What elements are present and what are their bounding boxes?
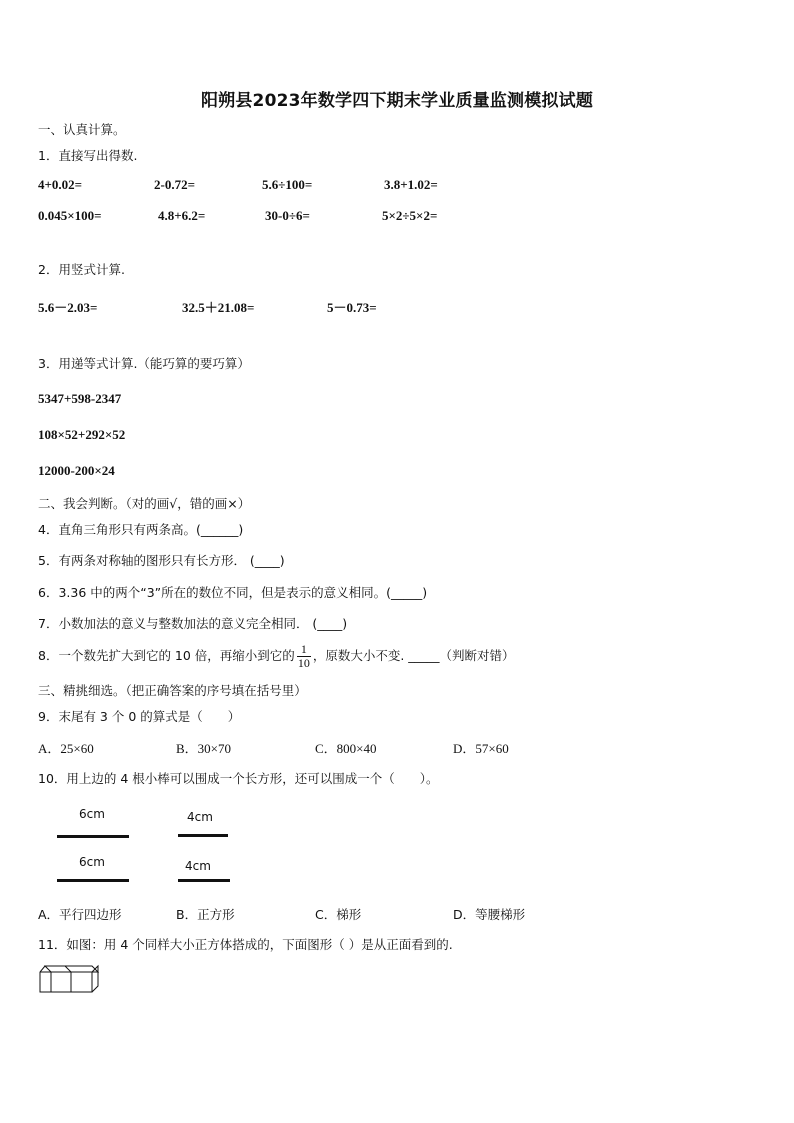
q9-option-c: C．800×40	[315, 741, 377, 756]
stick-label: 6cm	[79, 807, 105, 821]
q9-option-b: B．30×70	[176, 741, 232, 756]
stick-label: 4cm	[185, 859, 211, 873]
q8-text	[38, 643, 515, 670]
q8-fraction	[297, 643, 311, 670]
section-3-heading: 三、精挑细选。（把正确答案的序号填在括号里）	[38, 683, 307, 698]
fraction-numerator: 1	[297, 643, 311, 657]
q9-label: 9．末尾有 3 个 0 的算式是（ ）	[38, 709, 241, 724]
section-1-heading: 一、认真计算。	[38, 122, 126, 137]
section-2-heading: 二、我会判断。（对的画√，错的画×）	[38, 496, 251, 511]
q2-item: 32.5＋21.08=	[182, 300, 255, 315]
q10-option-d: D．等腰梯形	[453, 907, 526, 922]
stick-6cm-bottom	[57, 879, 129, 882]
q4-text: 4．直角三角形只有两条高。(______)	[38, 522, 244, 537]
q3-item: 5347+598-2347	[38, 391, 122, 406]
q1-item: 4.8+6.2=	[158, 208, 206, 223]
q7-text: 7．小数加法的意义与整数加法的意义完全相同． (____)	[38, 616, 348, 631]
q11-label: 11．如图：用 4 个同样大小正方体搭成的，下面图形（ ）是从正面看到的.	[38, 937, 453, 952]
q1-item: 0.045×100=	[38, 208, 102, 223]
stick-4cm-bottom	[178, 879, 230, 882]
stick-label: 6cm	[79, 855, 105, 869]
q8-text-post: ，原数大小不变. _____（判断对错）	[312, 648, 515, 663]
q1-item: 5.6÷100=	[262, 177, 313, 192]
stick-4cm-top	[178, 834, 228, 837]
page-title: 阳朔县2023年数学四下期末学业质量监测模拟试题	[200, 91, 594, 111]
q3-label: 3．用递等式计算.（能巧算的要巧算）	[38, 356, 250, 371]
q1-item: 4+0.02=	[38, 177, 83, 192]
q9-option-d: D．57×60	[453, 741, 509, 756]
q9-option-a: A．25×60	[38, 741, 94, 756]
q1-label: 1．直接写出得数.	[38, 148, 138, 163]
q1-item: 30-0÷6=	[265, 208, 310, 223]
fraction-denominator: 10	[297, 656, 310, 670]
stick-label: 4cm	[187, 810, 213, 824]
q1-item: 3.8+1.02=	[384, 177, 438, 192]
q10-option-a: A．平行四边形	[38, 907, 122, 922]
q2-item: 5.6－2.03=	[38, 300, 98, 315]
q3-item: 12000-200×24	[38, 463, 115, 478]
q10-option-b: B．正方形	[176, 907, 235, 922]
q10-label: 10．用上边的 4 根小棒可以围成一个长方形，还可以围成一个（ ）。	[38, 771, 439, 786]
stick-6cm-top	[57, 835, 129, 838]
q1-item: 2-0.72=	[154, 177, 195, 192]
q2-label: 2．用竖式计算.	[38, 262, 125, 277]
q10-option-c: C．梯形	[315, 907, 362, 922]
q8-text-pre: 8．一个数先扩大到它的 10 倍，再缩小到它的	[38, 648, 295, 663]
q5-text: 5．有两条对称轴的图形只有长方形． (____)	[38, 553, 285, 568]
q1-item: 5×2÷5×2=	[382, 208, 438, 223]
q6-text: 6．3.36 中的两个“3”所在的数位不同，但是表示的意义相同。(_____)	[38, 585, 428, 600]
q3-item: 108×52+292×52	[38, 427, 126, 442]
cube-stack-figure	[38, 964, 102, 1000]
q2-item: 5－0.73=	[327, 300, 377, 315]
